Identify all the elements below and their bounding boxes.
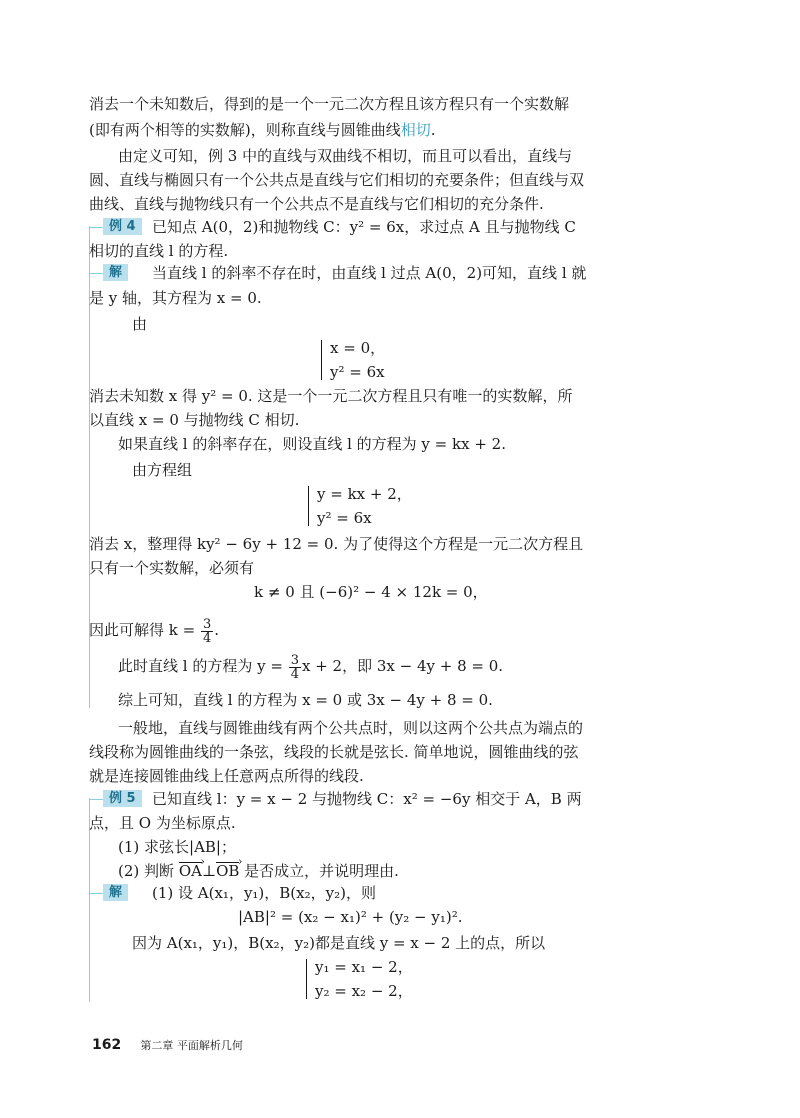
- perpendicular-symbol: ⊥: [201, 862, 217, 880]
- example4-solution-tag-line: [89, 273, 103, 274]
- term-tangent: 相切: [400, 121, 431, 139]
- system1-brace: [321, 340, 327, 380]
- example4-conclusion: 综上可知，直线 l 的方程为 x = 0 或 3x − 4y + 8 = 0.: [118, 691, 493, 709]
- example4-tag-line: [89, 227, 103, 228]
- fraction-three-quarters-2: [289, 654, 301, 681]
- example5-question-line2: 点，且 O 为坐标原点.: [89, 814, 236, 832]
- fraction-denominator: 4: [202, 630, 212, 646]
- example4-sol-line3: 由: [132, 315, 148, 333]
- vector-oa: OA ›: [179, 861, 202, 881]
- example4-question-line1: 已知点 A(0，2)和抛物线 C：y² = 6x，求过点 A 且与抛物线 C: [152, 218, 576, 236]
- example5-solution-tag: 解: [103, 884, 128, 901]
- para3-line2: 线段称为圆锥曲线的一条弦，线段的长就是弦长. 简单地说，圆锥曲线的弦: [89, 743, 579, 761]
- example4-sol-line6: 如果直线 l 的斜率存在，则设直线 l 的方程为 y = kx + 2.: [118, 435, 506, 453]
- example5-sol-line2: |AB|² = (x₂ − x₁)² + (y₂ − y₁)².: [238, 908, 463, 926]
- para2-line2: 圆、直线与椭圆只有一个公共点是直线与它们相切的充要条件；但直线与双: [89, 171, 585, 189]
- part2-prefix: (2) 判断: [118, 862, 175, 880]
- example4-sol-line5: 以直线 x = 0 与抛物线 C 相切.: [89, 411, 300, 429]
- example4-solution-tag: 解: [103, 264, 128, 281]
- system3-eq2: y₂ = x₂ − 2，: [315, 982, 413, 1000]
- example4-sol-line10: k ≠ 0 且 (−6)² − 4 × 12k = 0，: [254, 583, 488, 601]
- page-footer: [92, 1034, 243, 1053]
- line-equation-rest: x + 2，即 3x − 4y + 8 = 0.: [301, 657, 504, 675]
- example4-sol-line2: 是 y 轴，其方程为 x = 0.: [89, 289, 262, 307]
- fraction-denominator: 4: [290, 666, 299, 682]
- para3-line3: 就是连接圆锥曲线上任意两点所得的线段.: [89, 767, 364, 785]
- system3-brace: [306, 959, 312, 999]
- system2-eq1: y = kx + 2，: [317, 485, 412, 503]
- para1-line1: 消去一个未知数后，得到的是一个一元二次方程且该方程只有一个实数解: [89, 95, 570, 113]
- system1-eq2: y² = 6x: [330, 363, 385, 381]
- para1-line2: [89, 120, 436, 140]
- example5-tag-line: [89, 799, 103, 800]
- part2-suffix: 是否成立，并说明理由.: [244, 862, 399, 880]
- example5-sol-line1: (1) 设 A(x₁，y₁)，B(x₂，y₂)，则: [152, 884, 376, 902]
- example4-sol-line12: [118, 652, 503, 681]
- example4-sol-line7: 由方程组: [132, 461, 193, 479]
- example4-tag: 例 4: [103, 218, 142, 235]
- example4-sol-line9: 只有一个实数解，必须有: [89, 559, 255, 577]
- para2-line1: 由定义可知，例 3 中的直线与双曲线不相切，而且可以看出，直线与: [118, 147, 573, 165]
- system1-eq1: x = 0，: [330, 339, 386, 357]
- example4-question-line2: 相切的直线 l 的方程.: [89, 242, 229, 260]
- para1-line2-end: .: [430, 121, 436, 139]
- line-equation-text: 此时直线 l 的方程为 y =: [118, 657, 283, 675]
- vector-ob: OB ›: [216, 861, 239, 881]
- para2-line3: 曲线、直线与抛物线只有一个公共点不是直线与它们相切的充分条件.: [89, 195, 544, 213]
- example5-question-part1: (1) 求弦长|AB|；: [118, 838, 236, 856]
- example4-sol-line4: 消去未知数 x 得 y² = 0. 这是一个一元二次方程且只有唯一的实数解，所: [89, 387, 573, 405]
- fraction-three-quarters: [201, 618, 213, 645]
- fraction-numerator: 3: [290, 652, 299, 668]
- example4-sol-line1: 当直线 l 的斜率不存在时，由直线 l 过点 A(0，2)可知，直线 l 就: [152, 264, 587, 282]
- example4-sol-line8: 消去 x，整理得 ky² − 6y + 12 = 0. 为了使得这个方程是一元二次方程且: [89, 535, 584, 553]
- system2-brace: [308, 486, 314, 526]
- example4-sol-line11: [89, 616, 219, 645]
- example5-question-part2: [118, 861, 399, 881]
- para3-line1: 一般地，直线与圆锥曲线有两个公共点时，则以这两个公共点为端点的: [118, 719, 584, 737]
- system2-eq2: y² = 6x: [317, 509, 372, 527]
- example5-solution-tag-line: [89, 893, 103, 894]
- para1-line2-text: (即有两个相等的实数解)，则称直线与圆锥曲线: [89, 121, 401, 139]
- fraction-numerator: 3: [202, 616, 212, 632]
- k-solution-text: 因此可解得 k =: [89, 621, 196, 639]
- k-solution-end: .: [214, 621, 220, 639]
- chapter-title: 第二章 平面解析几何: [140, 1039, 243, 1052]
- example5-question-line1: 已知直线 l：y = x − 2 与抛物线 C：x² = −6y 相交于 A，B 两: [152, 790, 582, 808]
- page-number: 162: [92, 1037, 122, 1053]
- example5-tag: 例 5: [103, 790, 142, 807]
- system3-eq1: y₁ = x₁ − 2，: [315, 958, 413, 976]
- example5-sol-line3: 因为 A(x₁，y₁)，B(x₂，y₂)都是直线 y = x − 2 上的点，所以: [132, 934, 546, 952]
